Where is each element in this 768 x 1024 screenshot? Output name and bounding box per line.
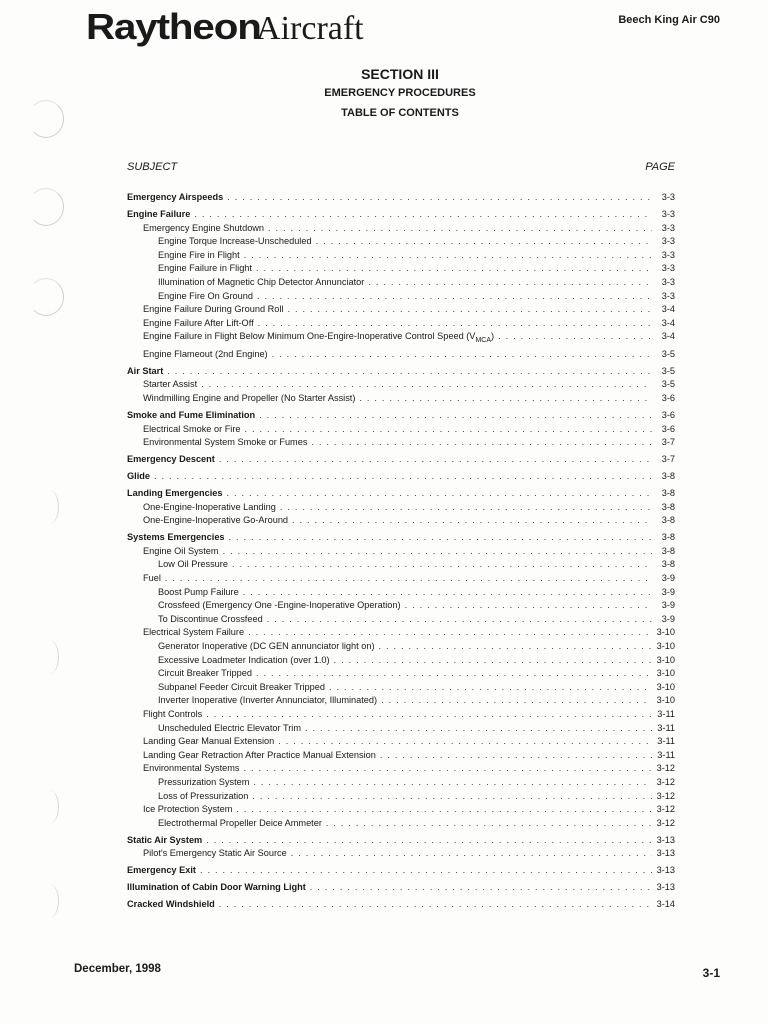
toc-entry: [127, 667, 675, 681]
toc-entry-page: 3-8: [661, 471, 675, 482]
toc-entry-title: Starter Assist: [143, 379, 198, 390]
dot-leader: [305, 722, 652, 736]
dot-leader: [329, 681, 652, 695]
toc-entry: [127, 365, 675, 379]
logo-brand: Raytheon: [86, 6, 261, 47]
dot-leader: [232, 558, 652, 572]
section-subtitle: EMERGENCY PROCEDURES: [324, 87, 476, 99]
toc-entry: [127, 735, 675, 749]
toc-entry-page: 3-5: [661, 365, 675, 376]
binder-hole: [28, 188, 64, 226]
toc-entry-page: 3-10: [656, 640, 675, 651]
toc-entry-title: Emergency Airspeeds: [127, 192, 224, 202]
toc-entry-title: Generator Inoperative (DC GEN annunciator light on): [158, 640, 375, 651]
toc-entry: [127, 881, 675, 895]
toc-entry-page: 3-3: [661, 263, 675, 274]
toc-entry-title: Electrical System Failure: [143, 627, 245, 638]
toc-entry-page: 3-6: [661, 423, 675, 434]
toc-entry-title: Landing Emergencies: [127, 488, 223, 499]
toc-entry-title: To Discontinue Crossfeed: [158, 613, 263, 624]
toc-entry-page: 3-13: [656, 865, 675, 876]
toc-entry-page: 3-12: [656, 817, 675, 828]
dot-leader: [381, 694, 652, 708]
dot-leader: [165, 572, 652, 586]
dot-leader: [244, 762, 652, 776]
toc-entry-title: Emergency Exit: [127, 865, 196, 876]
toc-entry-page: 3-3: [661, 290, 675, 301]
dot-leader: [291, 847, 652, 861]
toc-entry-title: Static Air System: [127, 834, 203, 845]
toc-entry: [127, 790, 675, 804]
binder-hole-shadow: [40, 790, 59, 824]
dot-leader: [206, 708, 652, 722]
dot-leader: [154, 470, 652, 484]
toc-entry-page: 3-10: [656, 627, 675, 638]
toc-entry-page: 3-12: [656, 804, 675, 815]
toc-entry-title: Engine Flameout (2nd Engine): [143, 348, 268, 359]
toc-entry-title: Crossfeed (Emergency One -Engine-Inoperative Operation): [158, 600, 401, 611]
toc-entry: [127, 378, 675, 392]
binder-hole-shadow: [40, 490, 59, 524]
toc-entry: [127, 864, 675, 878]
dot-leader: [258, 317, 652, 331]
toc-entry-title: Circuit Breaker Tripped: [158, 668, 252, 679]
toc-entry-page: 3-9: [661, 613, 675, 624]
toc-entry-title: Emergency Descent: [127, 454, 215, 465]
toc-entry: [127, 572, 675, 586]
toc-entry: [127, 423, 675, 437]
dot-leader: [272, 348, 652, 362]
toc-entry-title: Ice Protection System: [143, 804, 233, 815]
toc-entry-title: Electrothermal Propeller Deice Ammeter: [158, 817, 322, 828]
dot-leader: [243, 586, 652, 600]
binder-hole-shadow: [40, 884, 59, 918]
toc-entry: [127, 694, 675, 708]
dot-leader: [326, 817, 652, 831]
toc-entry: [127, 235, 675, 249]
toc-entry-page: 3-5: [661, 348, 675, 359]
toc-entry-page: 3-9: [661, 573, 675, 583]
toc-entry: [127, 613, 675, 627]
dot-leader: [256, 667, 652, 681]
toc-entry: [127, 514, 675, 528]
toc-heading: TABLE OF CONTENTS: [341, 107, 459, 119]
dot-leader: [256, 262, 652, 276]
dot-leader: [219, 898, 652, 912]
toc-entry: [127, 208, 675, 222]
toc-entry-page: 3-10: [656, 668, 675, 679]
toc-entry-page: 3-5: [661, 379, 675, 390]
toc-entry-title: Unscheduled Electric Elevator Trim: [158, 722, 301, 733]
toc-entry: [127, 545, 675, 559]
dot-leader: [287, 303, 652, 317]
toc-entry-title: Boost Pump Failure: [158, 586, 239, 597]
toc-entry-title: Engine Failure in Flight: [158, 263, 252, 274]
toc-entry-title: Engine Failure During Ground Roll: [143, 304, 284, 315]
toc-entry-title: Emergency Engine Shutdown: [143, 222, 265, 233]
toc-entry: [127, 898, 675, 912]
toc-entry: [127, 640, 675, 654]
toc-entry-title: Electrical Smoke or Fire: [143, 423, 241, 434]
dot-leader: [359, 392, 652, 406]
toc-entry-title: One-Engine-Inoperative Go-Around: [143, 515, 289, 526]
toc-entry: [127, 599, 675, 613]
toc-entry: [127, 626, 675, 640]
toc-entry: [127, 762, 675, 776]
page-number: 3-1: [702, 966, 720, 980]
toc-entry-title: Environmental Systems: [143, 763, 240, 774]
toc-entry-title: Engine Failure: [127, 208, 191, 219]
toc-entry-title: Engine Torque Increase-Unscheduled: [158, 236, 312, 247]
toc-entry-page: 3-3: [661, 236, 675, 247]
toc-entry: [127, 317, 675, 331]
dot-leader: [380, 749, 652, 763]
toc-entry-title: Pressurization System: [158, 776, 250, 787]
page-column-header: PAGE: [645, 161, 675, 173]
toc-entry-page: 3-10: [656, 654, 675, 665]
toc-entry-title: Loss of Pressurization: [158, 790, 249, 801]
subject-column-header: SUBJECT: [127, 161, 178, 173]
dot-leader: [252, 790, 651, 804]
toc-entry: [127, 708, 675, 722]
toc-entry-title: Illumination of Cabin Door Warning Light: [127, 882, 306, 893]
toc-entry-title: Environmental System Smoke or Fumes: [143, 437, 308, 448]
toc-entry-title: Smoke and Fume Elimination: [127, 409, 256, 420]
toc-entry-page: 3-11: [657, 749, 675, 760]
toc-entry-page: 3-12: [656, 790, 675, 801]
dot-leader: [368, 276, 652, 290]
toc-entry-title: Air Start: [127, 365, 164, 376]
toc-entry-title: Glide: [127, 471, 150, 482]
dot-leader: [268, 222, 652, 236]
dot-leader: [167, 365, 652, 379]
toc-entry: [127, 249, 675, 263]
toc-entry-page: 3-13: [656, 834, 675, 845]
dot-leader: [292, 514, 652, 528]
dot-leader: [257, 290, 652, 304]
toc-entry: [127, 817, 675, 831]
section-title: SECTION III: [361, 66, 439, 82]
toc-entry-page: 3-3: [661, 192, 675, 202]
dot-leader: [259, 409, 652, 423]
raytheon-logo: [86, 6, 364, 52]
binder-hole: [28, 100, 64, 138]
toc-entry-page: 3-3: [661, 249, 675, 260]
dot-leader: [267, 613, 652, 627]
binder-hole-shadow: [40, 640, 59, 674]
toc-entry-page: 3-12: [656, 763, 675, 774]
toc-entry-page: 3-13: [656, 882, 675, 893]
toc-entry-page: 3-7: [661, 454, 675, 465]
toc-entry-title: Subpanel Feeder Circuit Breaker Tripped: [158, 681, 325, 692]
dot-leader: [379, 640, 652, 654]
toc-entry-title: Engine Fire On Ground: [158, 290, 253, 301]
toc-entry-page: 3-11: [657, 736, 675, 747]
dot-leader: [223, 545, 652, 559]
toc-entry-title: Engine Failure in Flight Below Minimum One-Engire-Inoperative Control Speed $(V_{MCA})$: [143, 331, 495, 345]
toc-entry: [127, 834, 675, 848]
toc-entry-page: 3-4: [661, 317, 675, 328]
logo-subtitle: Aircraft: [256, 10, 364, 47]
dot-leader: [334, 654, 652, 668]
dot-leader: [278, 735, 652, 749]
dot-leader: [236, 803, 651, 817]
toc-entry: [127, 392, 675, 406]
binder-hole: [28, 278, 64, 316]
toc-entry-title: Engine Failure After Lift-Off: [143, 317, 254, 328]
toc-entry: [127, 191, 675, 205]
table-of-contents: [127, 191, 675, 912]
toc-entry-page: 3-12: [656, 776, 675, 787]
dot-leader: [245, 423, 652, 437]
toc-entry-title: Engine Oil System: [143, 545, 219, 556]
toc-entry: [127, 262, 675, 276]
toc-entry-page: 3-3: [661, 276, 675, 287]
toc-entry-page: 3-8: [661, 532, 675, 543]
dot-leader: [227, 191, 652, 205]
toc-entry: [127, 276, 675, 290]
toc-entry: [127, 803, 675, 817]
toc-entry-page: 3-6: [661, 392, 675, 403]
toc-entry: [127, 501, 675, 515]
dot-leader: [219, 453, 652, 467]
dot-leader: [206, 834, 651, 848]
toc-entry-title: Inverter Inoperative (Inverter Annunciator, Illuminated): [158, 695, 378, 706]
toc-entry-page: 3-8: [661, 545, 675, 556]
toc-entry: [127, 330, 675, 347]
toc-entry-page: 3-3: [661, 208, 675, 219]
toc-entry: [127, 436, 675, 450]
dot-leader: [316, 235, 652, 249]
toc-entry: [127, 558, 675, 572]
aircraft-model: Beech King Air C90: [618, 14, 720, 26]
toc-entry: [127, 722, 675, 736]
toc-entry: [127, 749, 675, 763]
toc-entry-title: Flight Controls: [143, 708, 203, 719]
dot-leader: [253, 776, 651, 790]
dot-leader: [226, 487, 652, 501]
toc-entry-page: 3-8: [661, 515, 675, 526]
toc-entry-page: 3-9: [661, 586, 675, 597]
dot-leader: [498, 330, 652, 344]
toc-entry-title: Landing Gear Retraction After Practice Manual Extension: [143, 749, 376, 760]
toc-entry-title: Cracked Windshield: [127, 899, 215, 910]
toc-entry-page: 3-6: [661, 409, 675, 420]
toc-entry: [127, 487, 675, 501]
toc-entry-page: 3-7: [661, 437, 675, 448]
toc-entry: [127, 847, 675, 861]
toc-entry: [127, 776, 675, 790]
toc-entry: [127, 470, 675, 484]
toc-entry-title: Engine Fire in Flight: [158, 249, 240, 260]
dot-leader: [280, 501, 652, 515]
toc-entry: [127, 303, 675, 317]
toc-entry: [127, 453, 675, 467]
toc-entry: [127, 586, 675, 600]
revision-date: December, 1998: [74, 963, 161, 975]
toc-entry-title: Systems Emergencies: [127, 532, 225, 543]
toc-entry: [127, 654, 675, 668]
toc-entry-page: 3-14: [656, 899, 675, 910]
toc-entry: [127, 681, 675, 695]
toc-entry-page: 3-8: [661, 488, 675, 499]
toc-entry: [127, 222, 675, 236]
dot-leader: [405, 599, 652, 613]
toc-entry-page: 3-8: [661, 501, 675, 512]
dot-leader: [194, 208, 652, 222]
toc-entry-title: Illumination of Magnetic Chip Detector Annunciator: [158, 276, 365, 287]
toc-entry-page: 3-3: [661, 222, 675, 233]
toc-entry-page: 3-8: [661, 559, 675, 570]
toc-entry: [127, 348, 675, 362]
dot-leader: [229, 531, 652, 545]
toc-entry: [127, 531, 675, 545]
toc-entry-page: 3-13: [656, 848, 675, 859]
toc-entry-title: Landing Gear Manual Extension: [143, 736, 275, 747]
toc-entry-page: 3-9: [661, 600, 675, 611]
toc-entry-title: Excessive Loadmeter Indication (over 1.0): [158, 654, 330, 665]
dot-leader: [200, 864, 652, 878]
dot-leader: [311, 436, 652, 450]
toc-entry-title: One-Engine-Inoperative Landing: [143, 501, 276, 512]
toc-entry-title: Pilot's Emergency Static Air Source: [143, 848, 287, 859]
toc-entry: [127, 290, 675, 304]
toc-entry-page: 3-11: [657, 722, 675, 733]
toc-entry-title: Low Oil Pressure: [158, 559, 228, 570]
toc-entry: [127, 409, 675, 423]
toc-entry-page: 3-11: [657, 708, 675, 719]
toc-entry-page: 3-4: [661, 331, 675, 342]
toc-entry-page: 3-10: [656, 695, 675, 706]
dot-leader: [310, 881, 652, 895]
dot-leader: [244, 249, 652, 263]
dot-leader: [201, 378, 652, 392]
toc-entry-page: 3-4: [661, 304, 675, 315]
toc-entry-title: Windmilling Engine and Propeller (No Starter Assist): [143, 392, 356, 403]
dot-leader: [248, 626, 652, 640]
toc-entry-page: 3-10: [656, 681, 675, 692]
toc-entry-title: Fuel: [143, 573, 161, 583]
